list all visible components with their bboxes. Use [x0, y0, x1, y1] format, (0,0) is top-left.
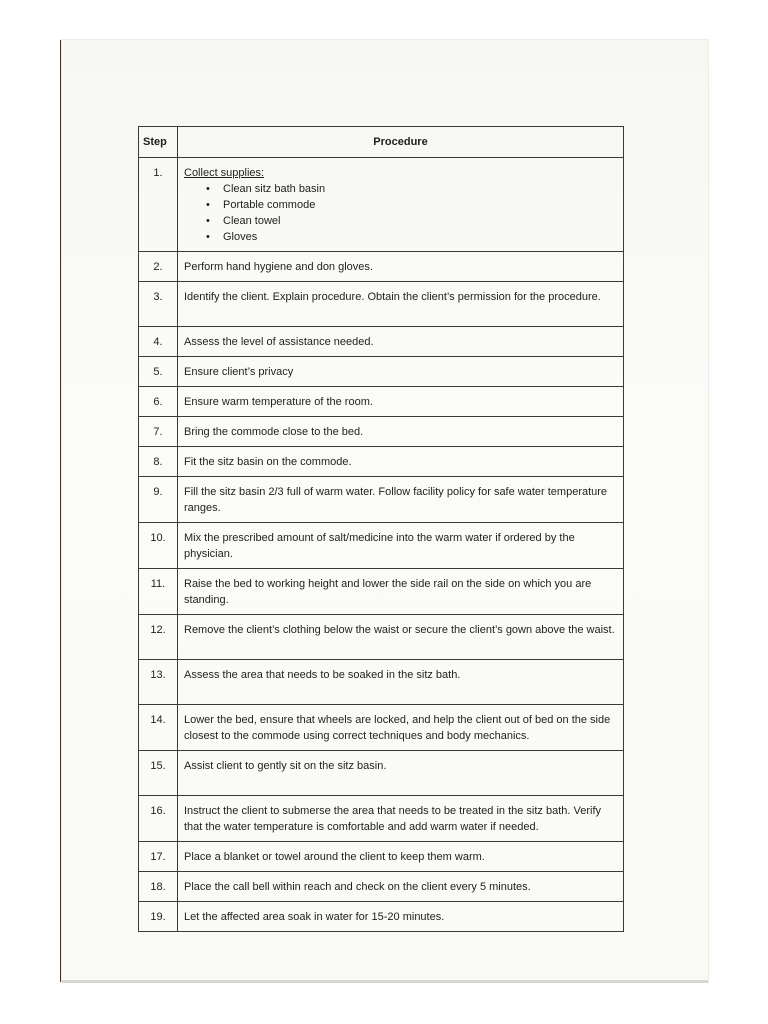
step-text: Perform hand hygiene and don gloves. [178, 252, 624, 282]
step-number: 14. [139, 705, 178, 751]
step-text: Ensure client’s privacy [178, 357, 624, 387]
table-row [139, 796, 624, 842]
step-number: 13. [139, 660, 178, 705]
table-row [139, 615, 624, 660]
step-number: 9. [139, 477, 178, 523]
supplies-title: Collect supplies: [184, 167, 265, 179]
step-number: 19. [139, 902, 178, 932]
step-text: Ensure warm temperature of the room. [178, 387, 624, 417]
step-supplies [178, 158, 624, 252]
step-text: Assess the level of assistance needed. [178, 327, 624, 357]
step-text: Mix the prescribed amount of salt/medicine into the warm water if ordered by the physician. [178, 523, 624, 569]
step-text: Place a blanket or towel around the client to keep them warm. [178, 842, 624, 872]
step-text: Fill the sitz basin 2/3 full of warm water. Follow facility policy for safe water temperature ranges. [178, 477, 624, 523]
step-number: 2. [139, 252, 178, 282]
step-number: 17. [139, 842, 178, 872]
table-row [139, 282, 624, 327]
step-text: Identify the client. Explain procedure. Obtain the client’s permission for the procedure. [178, 282, 624, 327]
step-number: 4. [139, 327, 178, 357]
step-number: 6. [139, 387, 178, 417]
supply-item: • Gloves [206, 229, 617, 245]
table-row [139, 751, 624, 796]
table-row [139, 902, 624, 932]
step-text: Remove the client’s clothing below the waist or secure the client’s gown above the waist. [178, 615, 624, 660]
step-number: 11. [139, 569, 178, 615]
procedure-table [138, 126, 624, 932]
table-row [139, 327, 624, 357]
step-number: 1. [139, 158, 178, 252]
table-row [139, 387, 624, 417]
step-number: 7. [139, 417, 178, 447]
step-text: Bring the commode close to the bed. [178, 417, 624, 447]
supply-item: • Clean sitz bath basin [206, 181, 617, 197]
step-number: 12. [139, 615, 178, 660]
step-number: 10. [139, 523, 178, 569]
table-row [139, 842, 624, 872]
step-column-header: Step [139, 127, 178, 158]
procedure-column-header: Procedure [178, 127, 624, 158]
step-text: Place the call bell within reach and check on the client every 5 minutes. [178, 872, 624, 902]
step-text: Raise the bed to working height and lower the side rail on the side on which you are standing. [178, 569, 624, 615]
step-text: Lower the bed, ensure that wheels are locked, and help the client out of bed on the side closest to the commode using correct techniques and body mechanics. [178, 705, 624, 751]
step-text: Assess the area that needs to be soaked in the sitz bath. [178, 660, 624, 705]
paper-bottom-edge [62, 980, 708, 983]
step-text: Let the affected area soak in water for 15-20 minutes. [178, 902, 624, 932]
table-row [139, 357, 624, 387]
step-number: 18. [139, 872, 178, 902]
table-row [139, 252, 624, 282]
step-text: Instruct the client to submerse the area that needs to be treated in the sitz bath. Verify that the water temperature is comfortable and add warm water if needed. [178, 796, 624, 842]
step-text: Assist client to gently sit on the sitz basin. [178, 751, 624, 796]
supply-item: • Portable commode [206, 197, 617, 213]
step-number: 16. [139, 796, 178, 842]
table-row [139, 872, 624, 902]
table-row [139, 705, 624, 751]
table-row [139, 660, 624, 705]
table-row [139, 477, 624, 523]
step-number: 3. [139, 282, 178, 327]
table-row [139, 569, 624, 615]
table-row [139, 447, 624, 477]
step-text: Fit the sitz basin on the commode. [178, 447, 624, 477]
step-number: 8. [139, 447, 178, 477]
step-number: 5. [139, 357, 178, 387]
table-row [139, 523, 624, 569]
supply-list [184, 181, 617, 245]
supply-item: • Clean towel [206, 213, 617, 229]
table-row [139, 417, 624, 447]
step-number: 15. [139, 751, 178, 796]
table-row [139, 158, 624, 252]
table-header-row [139, 127, 624, 158]
